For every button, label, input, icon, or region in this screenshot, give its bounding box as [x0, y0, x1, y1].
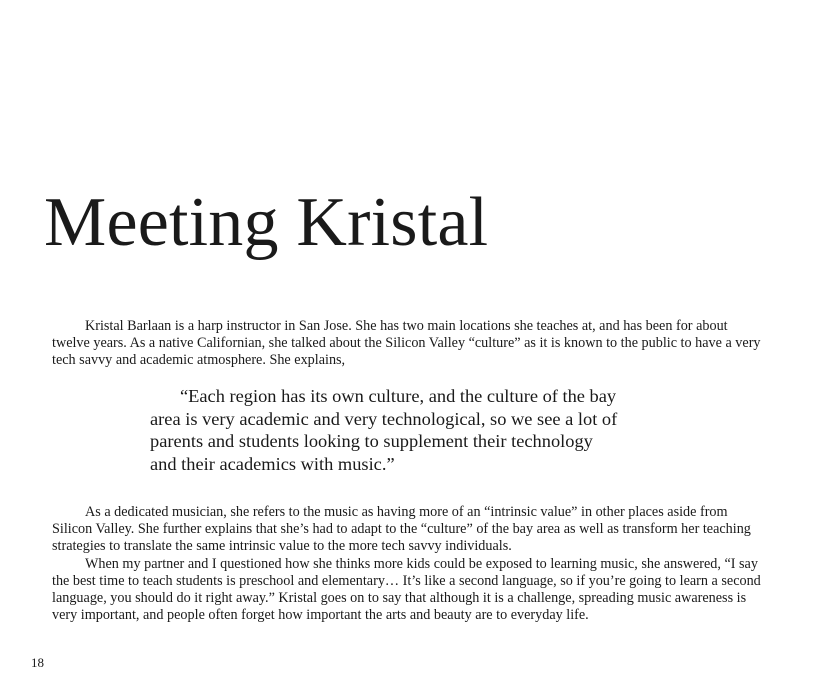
body-paragraph-3: When my partner and I questioned how she thinks more kids could be exposed to learning music, she answered, “I say the best time to teach students is preschool and elementary… It’s like a second language, so if you’re going to learn a second language, you should do it right away.” Kristal goes on to say that although it is a challenge, spreading music awareness is very important, and people often forget how important the arts and beauty are to everyday life. — [52, 555, 761, 624]
intro-section — [52, 318, 764, 370]
body-section — [52, 504, 764, 624]
page-title: Meeting Kristal — [44, 184, 489, 261]
page-number: 18 — [31, 655, 44, 670]
intro-paragraph: Kristal Barlaan is a harp instructor in San Jose. She has two main locations she teaches at, and has been for about twelve years. As a native Californian, she talked about the Silicon Valley “culture” as it is known to the public to have a very tech savvy and academic atmosphere. She explains, — [52, 318, 761, 369]
pull-quote — [150, 385, 620, 475]
body-paragraph-2: As a dedicated musician, she refers to the music as having more of an “intrinsic value” in other places aside from Silicon Valley. She further explains that she’s had to adapt to the “culture” of the bay area as well as transform her teaching strategies to translate the same intrinsic value to the more tech savvy individuals. — [52, 504, 751, 555]
quote-text: “Each region has its own culture, and the culture of the bay area is very academic and very technological, so we see a lot of parents and students looking to supplement their technology and their academics with music.” — [150, 386, 618, 474]
